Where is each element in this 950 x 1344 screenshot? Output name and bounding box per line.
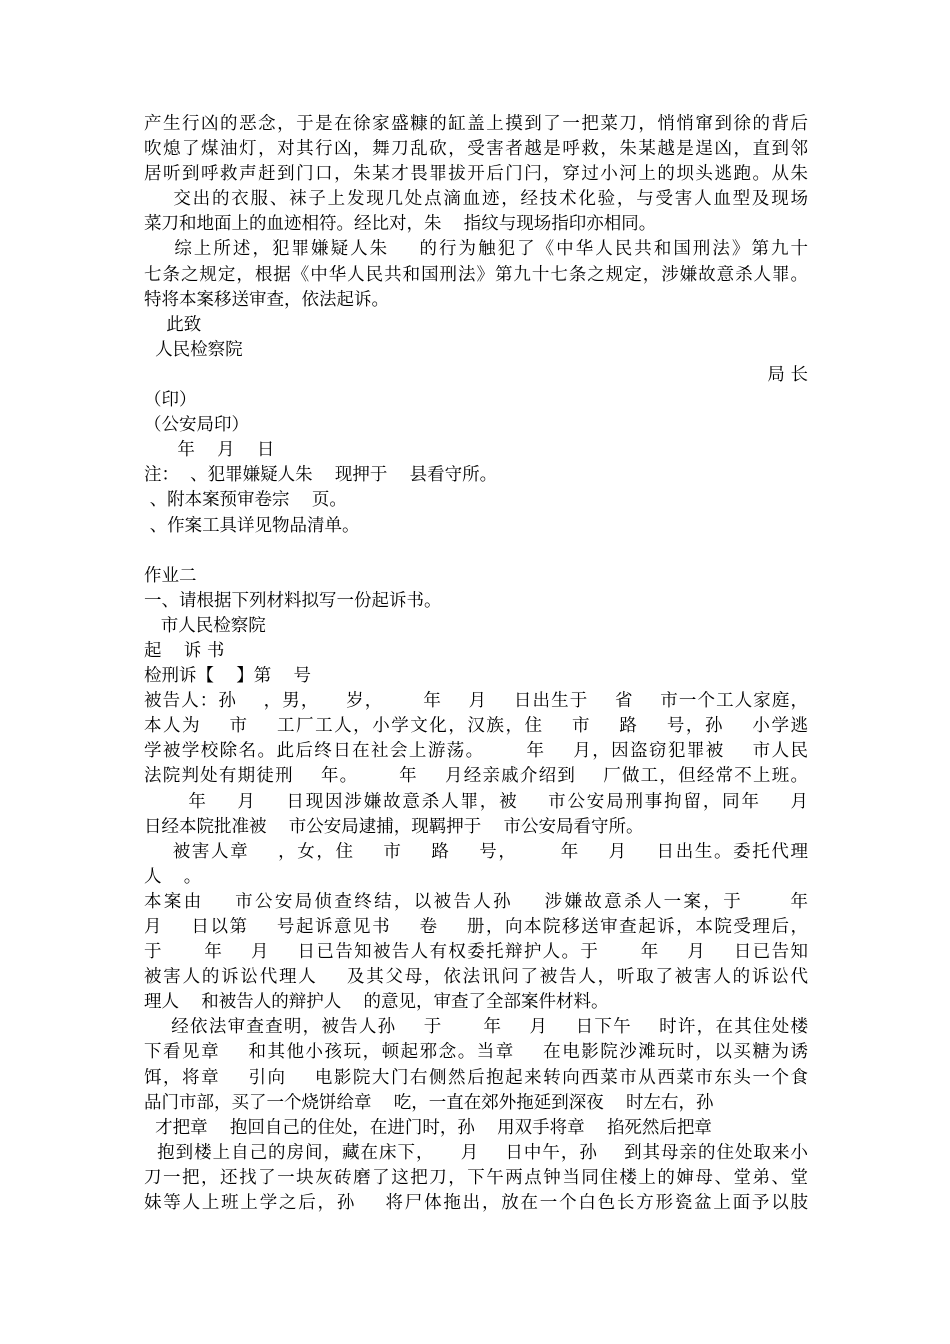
text-line: 理人 和被告人的辩护人 的意见，审查了全部案件材料。 <box>144 992 609 1013</box>
text-line: 市人民检察院 <box>144 615 266 636</box>
text-line: 本案由 市公安局侦查终结，以被告人孙 涉嫌故意杀人一案，于 年 <box>144 891 808 912</box>
text-line: 才把章 抱回自己的住处，在进门时，孙 用双手将章 掐死然后把章 <box>144 1117 712 1138</box>
text-line: 下看见章 和其他小孩玩，顿起邪念。当章 在电影院沙滩玩时，以买糖为诱 <box>144 1042 808 1063</box>
text-line: 妹等人上班上学之后，孙 将尸体拖出，放在一个白色长方形瓷盆上面予以肢 <box>144 1193 808 1214</box>
text-line: （公安局印） <box>144 415 249 436</box>
text-line: 被害人的诉讼代理人 及其父母，依法讯问了被告人，听取了被害人的诉讼代 <box>144 967 808 988</box>
document-page <box>144 112 808 1216</box>
text-line: 品门市部，买了一个烧饼给章 吃，一直在郊外拖延到深夜 时左右，孙 <box>144 1092 714 1113</box>
text-line: 年 月 日现因涉嫌故意杀人罪，被 市公安局刑事拘留，同年 月 <box>144 791 808 812</box>
text-line: 七条之规定，根据《中华人民共和国刑法》第九十七条之规定，涉嫌故意杀人罪。 <box>144 264 808 285</box>
text-line: 刀一把，还找了一块灰砖磨了这把刀，下午两点钟当同住楼上的婶母、堂弟、堂 <box>144 1167 808 1188</box>
text-line: 本人为 市 工厂工人，小学文化，汉族，住 市 路 号，孙 小学逃 <box>144 716 808 737</box>
text-line: 人 。 <box>144 866 202 887</box>
text-line: 法院判处有期徒刑 年。 年 月经亲戚介绍到 厂做工，但经常不上班。 <box>144 766 808 787</box>
text-line: 注： 、犯罪嫌疑人朱 现押于 县看守所。 <box>144 465 498 486</box>
text-line: 人民检察院 <box>144 339 243 360</box>
text-line: 抱到楼上自己的房间，藏在床下， 月 日中午，孙 到其母亲的住处取来小 <box>144 1142 808 1163</box>
text-line: 交出的衣服、袜子上发现几处点滴血迹，经技术化验，与受害人血型及现场 <box>144 189 808 210</box>
text-line: 起 诉 书 <box>144 640 225 661</box>
text-line: 年 月 日 <box>144 440 275 461</box>
text-line: 学被学校除名。此后终日在社会上游荡。 年 月，因盗窃犯罪被 市人民 <box>144 741 808 762</box>
blank-line <box>144 539 808 564</box>
text-line: 、作案工具详见物品清单。 <box>144 515 360 536</box>
text-line: 作业二 <box>144 565 197 586</box>
text-line: 此致 <box>144 314 202 335</box>
text-line: 菜刀和地面上的血迹相符。经比对，朱 指纹与现场指印亦相同。 <box>144 214 657 235</box>
text-line: （印） <box>144 390 197 411</box>
text-line: 检刑诉【 】第 号 <box>144 666 312 687</box>
text-line: 经依法审查查明，被告人孙 于 年 月 日下午 时许，在其住处楼 <box>144 1017 808 1038</box>
text-line: 、附本案预审卷宗 页。 <box>144 490 347 511</box>
text-line: 特将本案移送审查，依法起诉。 <box>144 289 389 310</box>
text-line: 吹熄了煤油灯，对其行凶，舞刀乱砍，受害者越是呼救，朱某越是逞凶，直到邻 <box>144 139 808 160</box>
text-line: 一、请根据下列材料拟写一份起诉书。 <box>144 590 442 611</box>
text-line: 日经本院批准被 市公安局逮捕，现羁押于 市公安局看守所。 <box>144 816 644 837</box>
text-line: 饵，将章 引向 电影院大门右侧然后抱起来转向西菜市从西菜市东头一个食 <box>144 1067 808 1088</box>
text-line: 于 年 月 日已告知被告人有权委托辩护人。于 年 月 日已告知 <box>144 942 808 963</box>
text-line: 被害人章 ，女，住 市 路 号， 年 月 日出生。委托代理 <box>144 841 808 862</box>
text-line: 被告人：孙 ，男， 岁， 年 月 日出生于 省 市一个工人家庭， <box>144 691 808 712</box>
text-line: 产生行凶的恶念，于是在徐家盛糠的缸盖上摸到了一把菜刀，悄悄窜到徐的背后 <box>144 114 808 134</box>
text-line: 局 长 <box>767 364 808 385</box>
text-line: 月 日以第 号起诉意见书 卷 册，向本院移送审查起诉，本院受理后， <box>144 917 808 937</box>
text-line: 居听到呼救声赶到门口，朱某才畏罪拔开后门闩，穿过小河上的坝头逃跑。从朱 <box>144 164 808 185</box>
text-line: 综上所述，犯罪嫌疑人朱 的行为触犯了《中华人民共和国刑法》第九十 <box>144 239 808 260</box>
